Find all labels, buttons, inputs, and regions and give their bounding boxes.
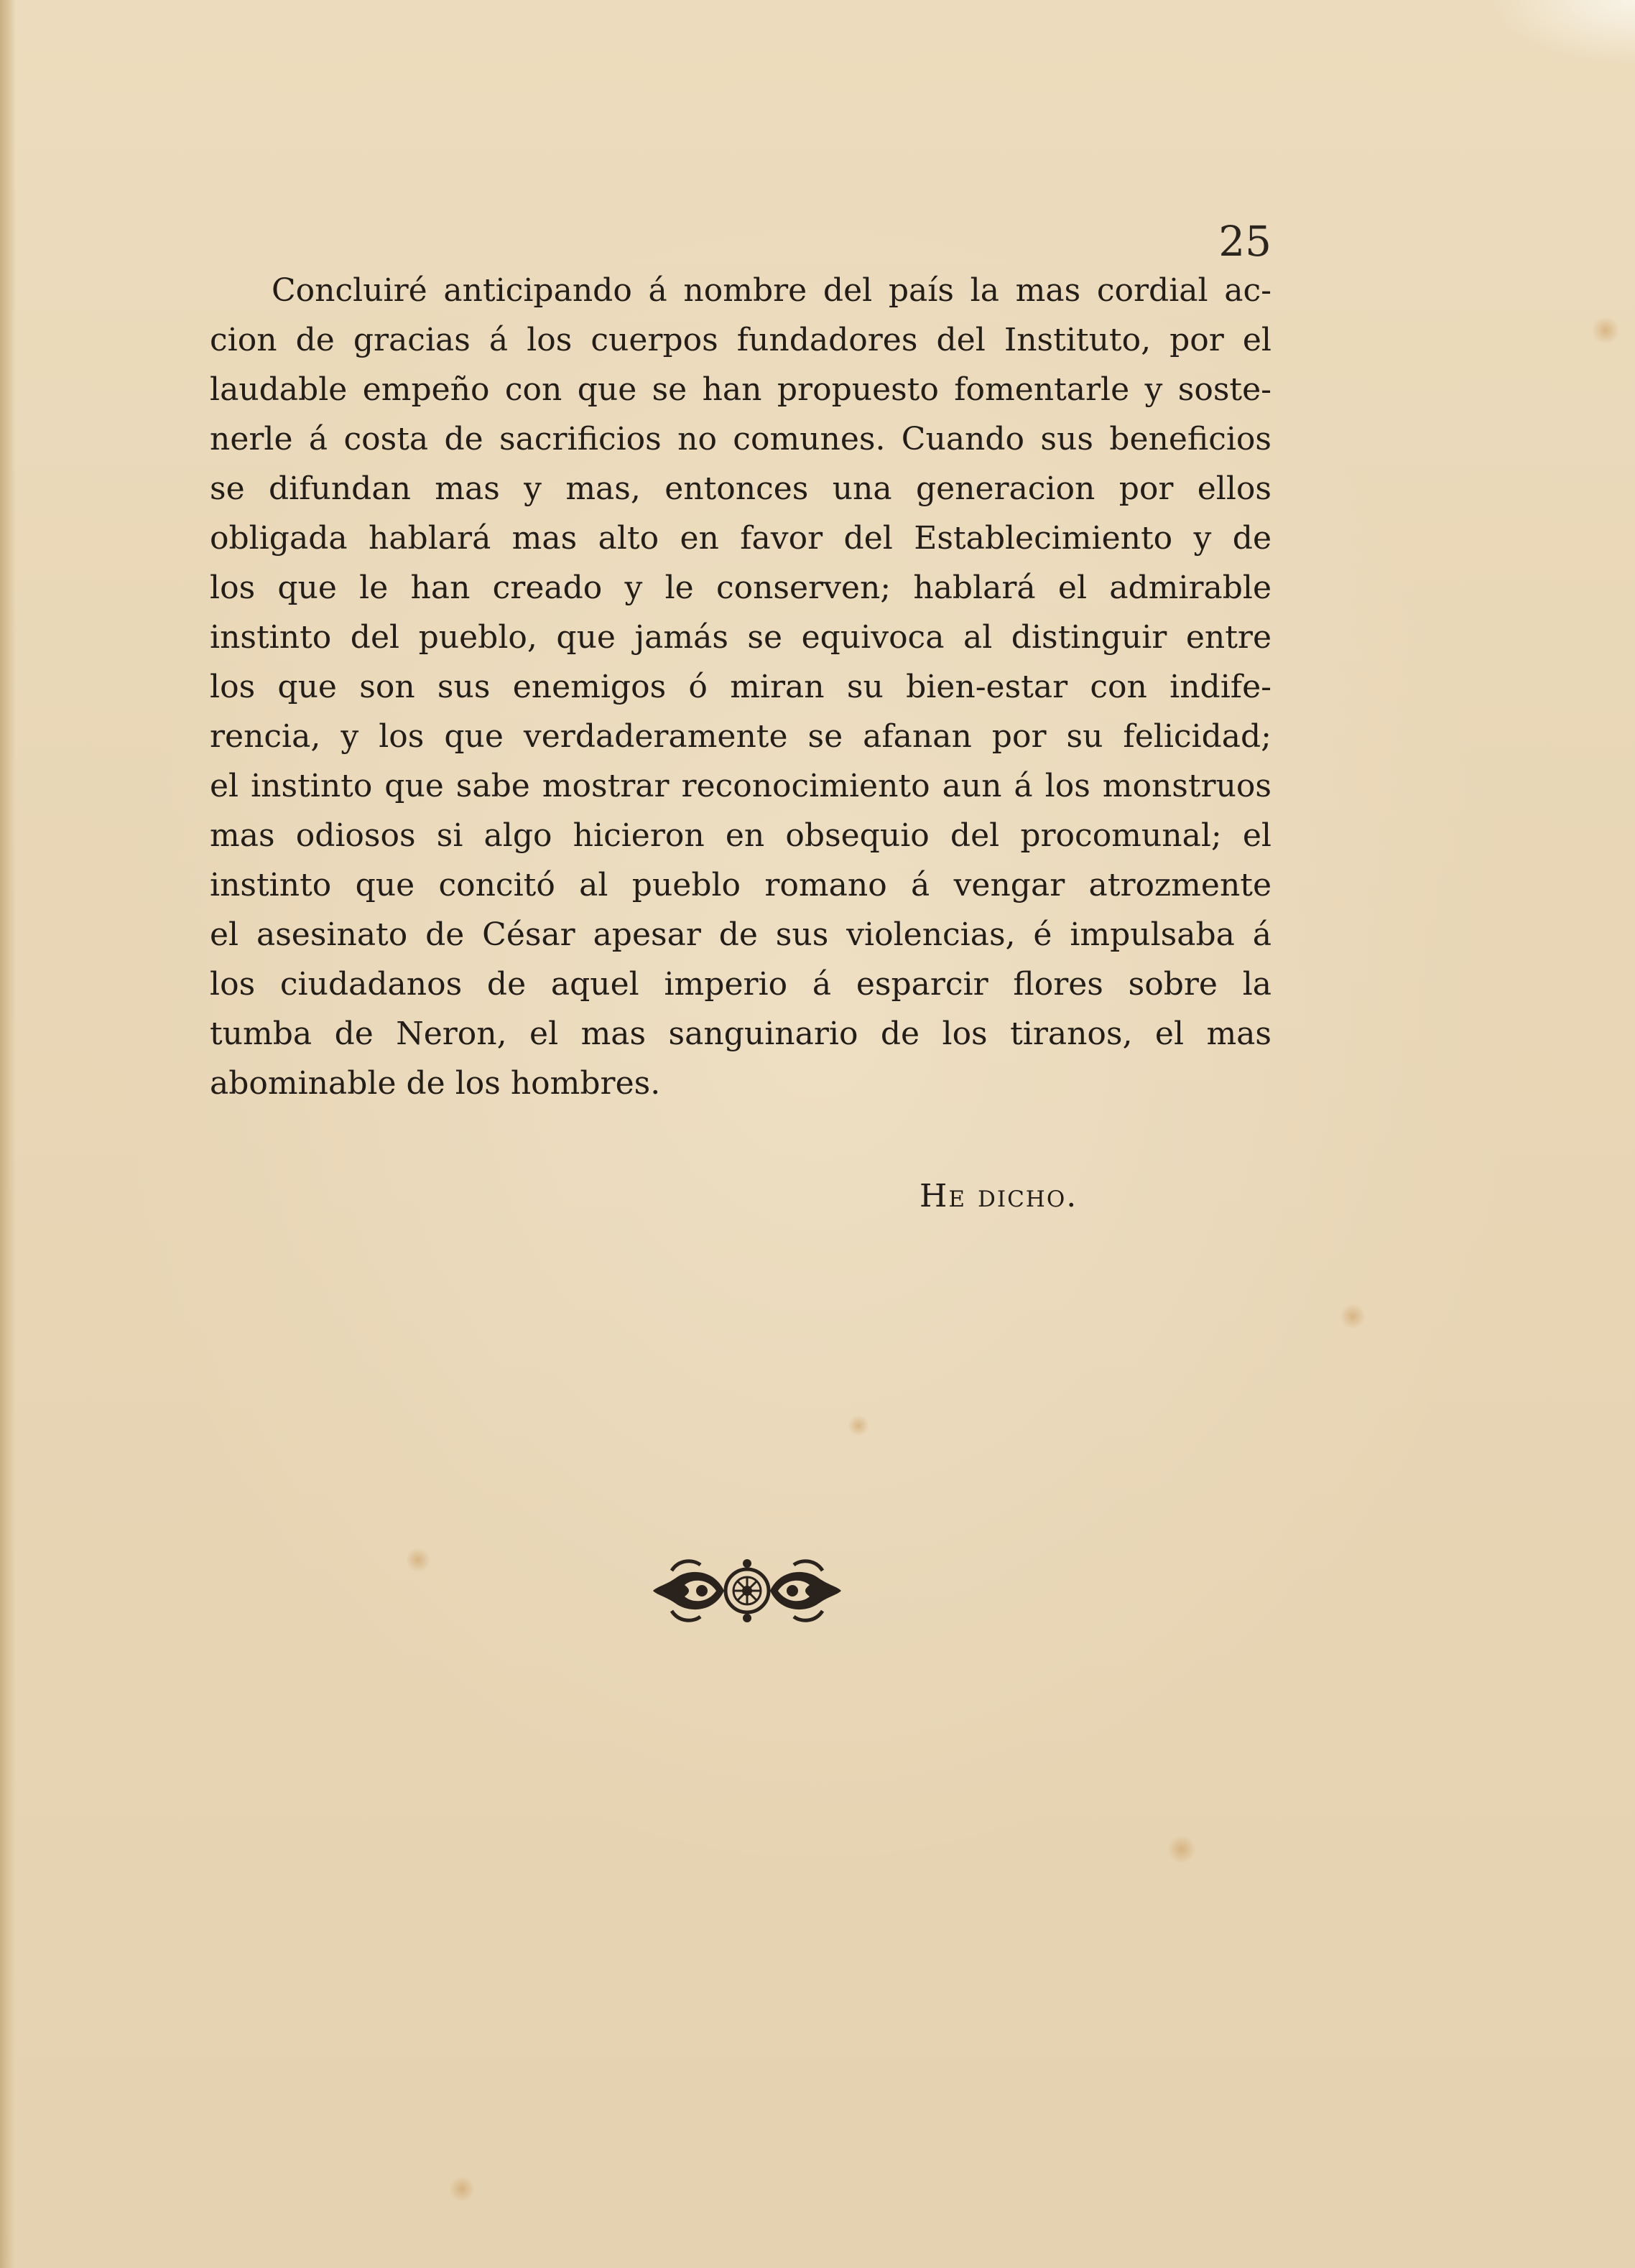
- foxing-spot: [406, 1548, 430, 1572]
- page-number: 25: [1218, 217, 1272, 266]
- foxing-spot: [1591, 316, 1620, 345]
- text-line: mas odiosos si algo hicieron en obsequio del procomunal; el: [210, 817, 1272, 854]
- foxing-spot: [449, 2176, 475, 2202]
- text-line: los ciudadanos de aquel imperio á esparcir flores sobre la: [210, 966, 1272, 1003]
- text-line: cion de gracias á los cuerpos fundadores del Instituto, por el: [210, 322, 1272, 358]
- text-line: los que son sus enemigos ó miran su bien-estar con indife-: [210, 669, 1272, 705]
- text-line: abominable de los hombres.: [210, 1065, 661, 1102]
- text-line: el instinto que sabe mostrar reconocimiento aun á los monstruos: [210, 768, 1272, 804]
- body-text: [210, 266, 1272, 1108]
- foxing-spot: [1167, 1835, 1196, 1864]
- text-line: obligada hablará mas alto en favor del Establecimiento y de: [210, 520, 1272, 557]
- text-line: el asesinato de César apesar de sus violencias, é impulsaba á: [210, 916, 1272, 953]
- text-line: los que le han creado y le conserven; hablará el admirable: [210, 570, 1272, 606]
- text-line: instinto del pueblo, que jamás se equivoca al distinguir entre: [210, 619, 1272, 656]
- text-line: nerle á costa de sacrificios no comunes. Cuando sus beneficios: [210, 421, 1272, 457]
- text-line: se difundan mas y mas, entonces una generacion por ellos: [210, 470, 1272, 507]
- printers-ornament-icon: [650, 1555, 844, 1627]
- text-line: instinto que concitó al pueblo romano á vengar atrozmente: [210, 867, 1272, 903]
- foxing-spot: [848, 1415, 869, 1436]
- page-corner-highlight: [1448, 0, 1635, 86]
- foxing-spot: [1340, 1303, 1366, 1329]
- signature: He dicho.: [920, 1178, 1078, 1214]
- page-edge-shadow: [0, 0, 16, 2268]
- text-line: rencia, y los que verdaderamente se afanan por su felicidad;: [210, 718, 1272, 755]
- text-line: tumba de Neron, el mas sanguinario de los tiranos, el mas: [210, 1016, 1272, 1052]
- text-line: Concluiré anticipando á nombre del país la mas cordial ac-: [272, 272, 1272, 309]
- text-line: laudable empeño con que se han propuesto fomentarle y soste-: [210, 371, 1272, 408]
